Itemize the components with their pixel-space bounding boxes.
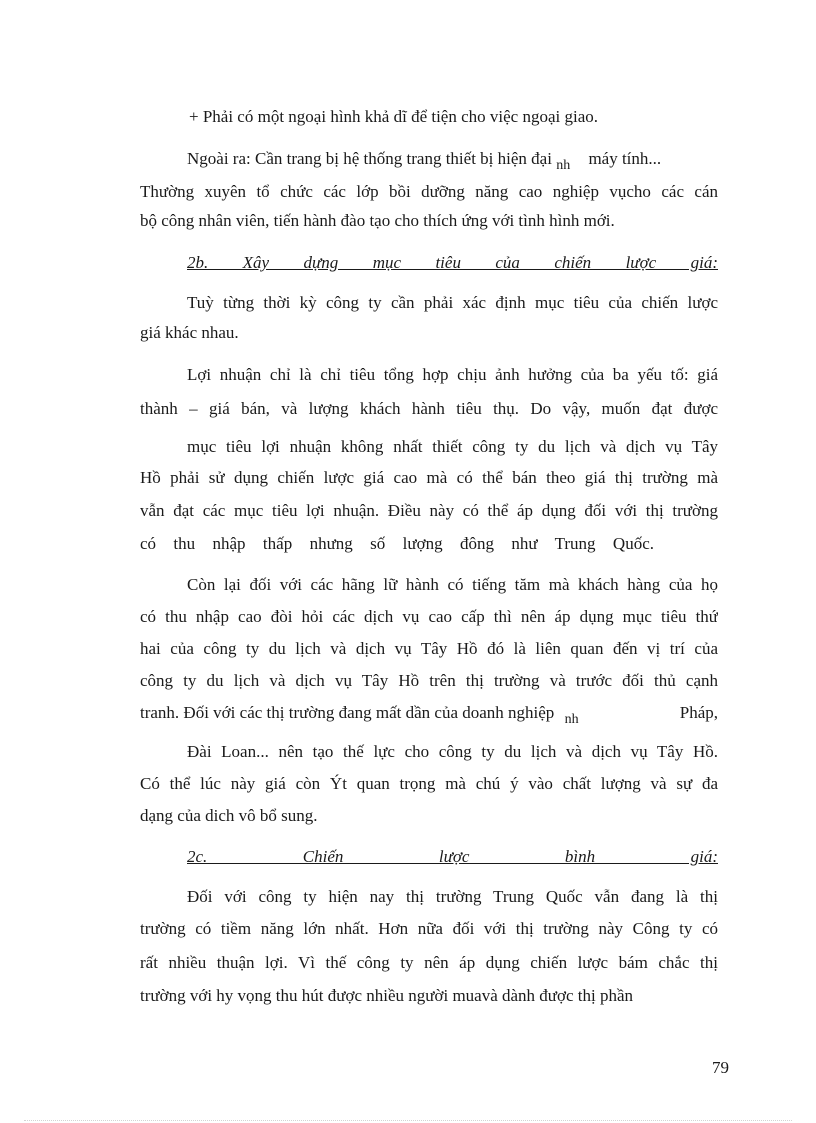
section-heading-2b: 2b. Xây dựng mục tiêu của chiến lược giá: bbox=[187, 253, 718, 272]
text-line: công ty du lịch và dịch vụ Tây Hồ trên thị trường và trước đối thủ cạnh bbox=[140, 671, 718, 690]
text-line: Tuỳ từng thời kỳ công ty cần phải xác định mục tiêu của chiến lược bbox=[187, 293, 718, 312]
text-line: giá khác nhau. bbox=[140, 323, 239, 342]
text-span: máy tính... bbox=[588, 149, 662, 168]
text-line: Đài Loan... nên tạo thế lực cho công ty du lịch và dịch vụ Tây Hồ. bbox=[187, 742, 718, 761]
text-span: tranh. Đối với các thị trường đang mất dần của doanh nghiệp bbox=[140, 703, 555, 722]
text-line: vẫn đạt các mục tiêu lợi nhuận. Điều này có thể áp dụng đối với thị trường bbox=[140, 501, 718, 520]
subscript-nh: nh bbox=[556, 158, 571, 170]
text-line: rất nhiều thuận lợi. Vì thế công ty nên áp dụng chiến lược bám chắc thị bbox=[140, 953, 718, 972]
text-line: thành – giá bán, và lượng khách hành tiêu thụ. Do vậy, muốn đạt được bbox=[140, 399, 718, 418]
text-line: Lợi nhuận chỉ là chỉ tiêu tổng hợp chịu ảnh hưởng của ba yếu tố: giá bbox=[187, 365, 718, 384]
text-line: Hồ phải sử dụng chiến lược giá cao mà có thể bán theo giá thị trường mà bbox=[140, 468, 718, 487]
text-line: có thu nhập thấp nhưng số lượng đông như Trung Quốc. bbox=[140, 534, 654, 553]
text-line: hai của công ty du lịch và dịch vụ Tây Hồ đó là liên quan đến vị trí của bbox=[140, 639, 718, 658]
text-line: dạng của dich vô bổ sung. bbox=[140, 806, 318, 825]
page-number: 79 bbox=[712, 1058, 729, 1077]
text-line: Còn lại đối với các hãng lữ hành có tiếng tăm mà khách hàng của họ bbox=[187, 575, 718, 594]
text-line: Đối với công ty hiện nay thị trường Trung Quốc vẫn đang là thị bbox=[187, 887, 718, 906]
text-line: trường có tiềm năng lớn nhất. Hơn nữa đối với thị trường này Công ty có bbox=[140, 919, 718, 938]
section-heading-2c: 2c. Chiến lược bình giá: bbox=[187, 847, 718, 866]
text-line: trường với hy vọng thu hút được nhiều người muavà dành được thị phần bbox=[140, 986, 634, 1005]
text-span: Ngoài ra: Cần trang bị hệ thống trang thiết bị hiện đại bbox=[187, 149, 552, 168]
text-line: Có thể lúc này giá còn Ýt quan trọng mà chú ý vào chất lượng và sự đa bbox=[140, 774, 718, 793]
text-span: Pháp, bbox=[679, 703, 718, 722]
text-line bbox=[187, 148, 718, 170]
text-line: bộ công nhân viên, tiến hành đào tạo cho thích ứng với tình hình mới. bbox=[140, 211, 615, 230]
subscript-nh: nh bbox=[564, 712, 579, 724]
footer-divider bbox=[24, 1120, 792, 1121]
text-line bbox=[140, 702, 718, 724]
text-line: Thường xuyên tổ chức các lớp bồi dưỡng năng cao nghiệp vụcho các cán bbox=[140, 182, 718, 201]
text-line: + Phải có một ngoại hình khả dĩ để tiện cho việc ngoại giao. bbox=[189, 107, 598, 126]
text-line: mục tiêu lợi nhuận không nhất thiết công ty du lịch và dịch vụ Tây bbox=[187, 437, 718, 456]
text-line: có thu nhập cao đòi hỏi các dịch vụ cao cấp thì nên áp dụng mục tiêu thứ bbox=[140, 607, 718, 626]
